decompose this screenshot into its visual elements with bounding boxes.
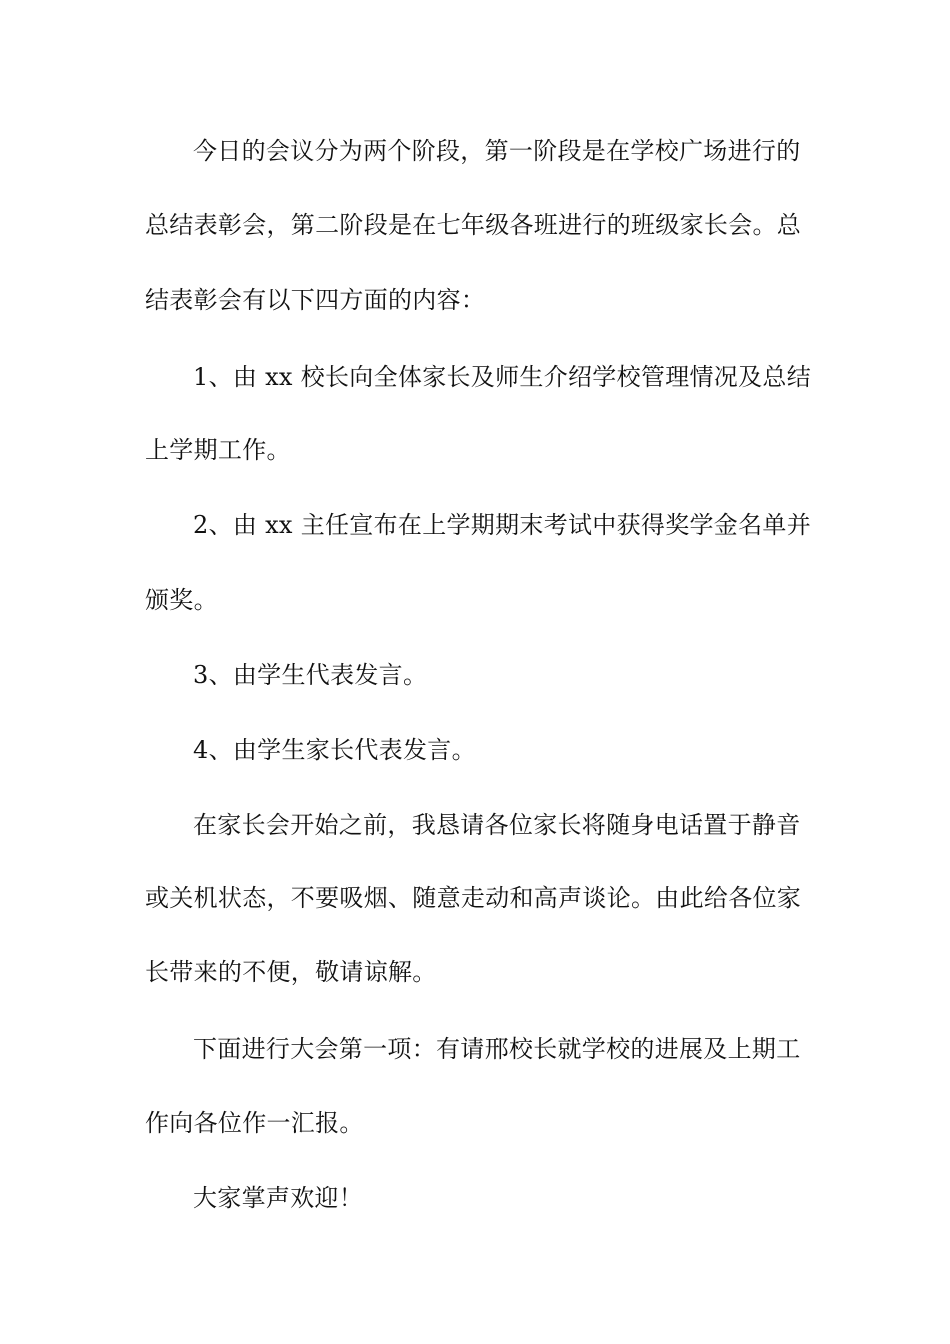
list-item-2-line-2: 颁奖。: [145, 586, 218, 614]
paragraph-3-line-1: 下面进行大会第一项：有请邢校长就学校的进展及上期工: [193, 1035, 801, 1063]
list-item-1-line-2: 上学期工作。: [145, 436, 291, 464]
paragraph-2-line-1: 在家长会开始之前，我恳请各位家长将随身电话置于静音: [193, 811, 801, 839]
paragraph-1-line-1: 今日的会议分为两个阶段，第一阶段是在学校广场进行的: [193, 137, 801, 165]
paragraph-2-line-2: 或关机状态，不要吸烟、随意走动和高声谈论。由此给各位家: [145, 884, 802, 912]
paragraph-1-line-3: 结表彰会有以下四方面的内容：: [145, 286, 486, 314]
closing-line: 大家掌声欢迎！: [193, 1184, 364, 1212]
paragraph-2-line-3: 长带来的不便，敬请谅解。: [145, 958, 437, 986]
paragraph-1-line-2: 总结表彰会，第二阶段是在七年级各班进行的班级家长会。总: [145, 211, 802, 239]
list-item-3: 3、由学生代表发言。: [193, 661, 428, 689]
list-item-2-line-1: 2、由 xx 主任宣布在上学期期末考试中获得奖学金名单并: [193, 511, 811, 539]
list-item-1-line-1: 1、由 xx 校长向全体家长及师生介绍学校管理情况及总结: [193, 363, 811, 391]
paragraph-3-line-2: 作向各位作一汇报。: [145, 1109, 364, 1137]
list-item-4: 4、由学生家长代表发言。: [193, 736, 476, 764]
